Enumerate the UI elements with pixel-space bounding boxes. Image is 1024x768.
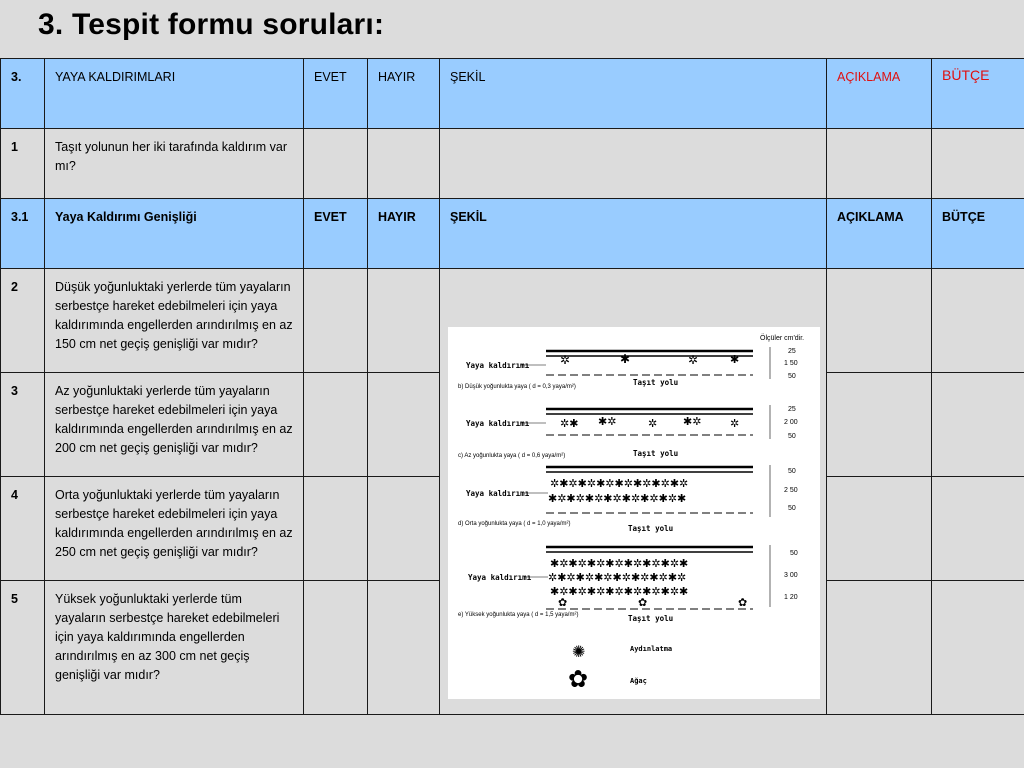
dim-label: 1 50 [784,360,798,367]
dim-label: 50 [788,433,796,440]
legend-tree-label: Ağaç [630,677,647,685]
units-note: Ölçüler cm'dir. [760,335,805,342]
row-number: 1 [1,129,45,199]
dim-label: 2 50 [784,487,798,494]
pedestrian-glyph: ✲ [648,418,658,430]
road-label: Taşıt yolu [628,524,674,533]
dim-label: 25 [788,348,796,355]
case-caption: b) Düşük yoğunlukta yaya ( d = 0,3 yaya/m²) [458,384,576,390]
dim-label: 2 00 [784,419,798,426]
note-cell[interactable] [827,129,932,199]
pedestrian-glyph: ✱ [620,352,631,366]
yes-cell[interactable] [304,581,368,715]
pedestrian-glyph: ✱✲✱✲✱✲✱✲✱✲✱✲✱✲✱ [550,558,689,570]
budget-cell[interactable] [932,581,1024,715]
case-caption: c) Az yoğunlukta yaya ( d = 0,6 yaya/m²) [458,453,566,459]
sidewalk-label: Yaya kaldırımı [466,419,530,428]
col-note-header: AÇIKLAMA [827,59,932,129]
pedestrian-glyph: ✲✱✲✱✲✱✲✱✲✱✲✱✲✱✲ [548,572,687,584]
shape-cell [440,269,827,715]
road-label: Taşıt yolu [628,614,674,623]
case-caption: e) Yüksek yoğunlukta yaya ( d = 1,5 yaya/m²) [458,612,579,618]
note-cell[interactable] [827,269,932,373]
yes-cell[interactable] [304,269,368,373]
no-cell[interactable] [368,373,440,477]
question-text: Orta yoğunluktaki yerlerde tüm yayaların serbestçe hareket edebilmeleri için yaya kaldırımında engellerden arındırılmış en az 250 cm net geçiş genişliği var mıdır? [45,477,304,581]
case-low-density [458,347,798,390]
pedestrian-glyph: ✱✲ [598,416,617,428]
tree-glyph: ✿ [558,597,568,609]
row-number: 5 [1,581,45,715]
shape-cell [440,129,827,199]
dim-label: 1 20 [784,594,798,601]
header-row-sub [1,199,1024,269]
page-title: 3. Tespit formu soruları: [38,8,385,41]
pedestrian-glyph: ✱ [730,354,740,366]
col-shape-header: ŞEKİL [440,199,827,269]
dim-label: 25 [788,406,796,413]
no-cell[interactable] [368,581,440,715]
tree-glyph: ✿ [638,597,648,609]
subsection-number: 3.1 [1,199,45,269]
sidewalk-width-figure [448,327,820,699]
question-text: Az yoğunluktaki yerlerde tüm yayaların serbestçe hareket edebilmeleri için yaya kaldırımında engellerden arındırılmış en az 200 cm net geçiş genişliği var mıdır? [45,373,304,477]
col-yes-header: EVET [304,59,368,129]
pedestrian-glyph: ✱✲✱✲✱✲✱✲✱✲✱✲✱✲✱ [548,493,687,505]
case-light-density [458,405,798,459]
road-label: Taşıt yolu [633,378,679,387]
col-no-header: HAYIR [368,59,440,129]
yes-cell[interactable] [304,129,368,199]
sidewalk-diagram [448,327,820,699]
sidewalk-label: Yaya kaldırımı [468,573,532,582]
row-number: 3 [1,373,45,477]
budget-cell[interactable] [932,373,1024,477]
pedestrian-glyph: ✲✱ [560,418,579,430]
case-medium-density [458,465,798,533]
case-caption: d) Orta yoğunlukta yaya ( d = 1,0 yaya/m²) [458,521,571,527]
road-label: Taşıt yolu [633,449,679,458]
note-cell[interactable] [827,477,932,581]
col-no-header: HAYIR [368,199,440,269]
no-cell[interactable] [368,129,440,199]
note-cell[interactable] [827,581,932,715]
row-number: 2 [1,269,45,373]
tree-icon: ✿ [568,666,589,693]
inspection-form-table [0,58,1024,715]
legend-light-label: Aydınlatma [630,645,673,653]
header-row-main [1,59,1024,129]
budget-cell[interactable] [932,477,1024,581]
pedestrian-glyph: ✱✲ [683,416,702,428]
yes-cell[interactable] [304,477,368,581]
question-text: Taşıt yolunun her iki tarafında kaldırım var mı? [45,129,304,199]
pedestrian-glyph: ✲✱✲✱✲✱✲✱✲✱✲✱✲✱✲ [550,478,689,490]
light-icon: ✺ [572,644,586,661]
pedestrian-glyph: ✲ [730,418,740,430]
note-cell[interactable] [827,373,932,477]
section-number: 3. [1,59,45,129]
sidewalk-label: Yaya kaldırımı [466,489,530,498]
tree-glyph: ✿ [738,597,748,609]
dim-label: 50 [790,550,798,557]
dim-label: 3 00 [784,572,798,579]
table-row [1,129,1024,199]
figure-legend [568,644,672,693]
question-text: Düşük yoğunluktaki yerlerde tüm yayaların serbestçe hareket edebilmeleri için yaya kaldırımında engellerden arındırılmış en az 150 cm net geçiş genişliği var mıdır? [45,269,304,373]
pedestrian-glyph: ✲ [560,353,571,367]
col-budget-header: BÜTÇE [932,59,1024,129]
yes-cell[interactable] [304,373,368,477]
section-title: YAYA KALDIRIMLARI [45,59,304,129]
question-text: Yüksek yoğunluktaki yerlerde tüm yayaların serbestçe hareket edebilmeleri için yaya kaldırımında engellerden arındırılmış en az 300 cm net geçiş genişliği var mıdır? [45,581,304,715]
pedestrian-glyph: ✱✲✱✲✱✲✱✲✱✲✱✲✱✲✱ [550,586,689,598]
case-high-density [458,545,798,623]
table-row [1,269,1024,373]
subsection-title: Yaya Kaldırımı Genişliği [45,199,304,269]
dim-label: 50 [788,505,796,512]
dim-label: 50 [788,468,796,475]
budget-cell[interactable] [932,269,1024,373]
col-budget-header: BÜTÇE [932,199,1024,269]
pedestrian-glyph: ✲ [688,353,699,367]
budget-cell[interactable] [932,129,1024,199]
row-number: 4 [1,477,45,581]
sidewalk-label: Yaya kaldırımı [466,361,530,370]
no-cell[interactable] [368,477,440,581]
no-cell[interactable] [368,269,440,373]
col-shape-header: ŞEKİL [440,59,827,129]
col-yes-header: EVET [304,199,368,269]
dim-label: 50 [788,373,796,380]
col-note-header: AÇIKLAMA [827,199,932,269]
